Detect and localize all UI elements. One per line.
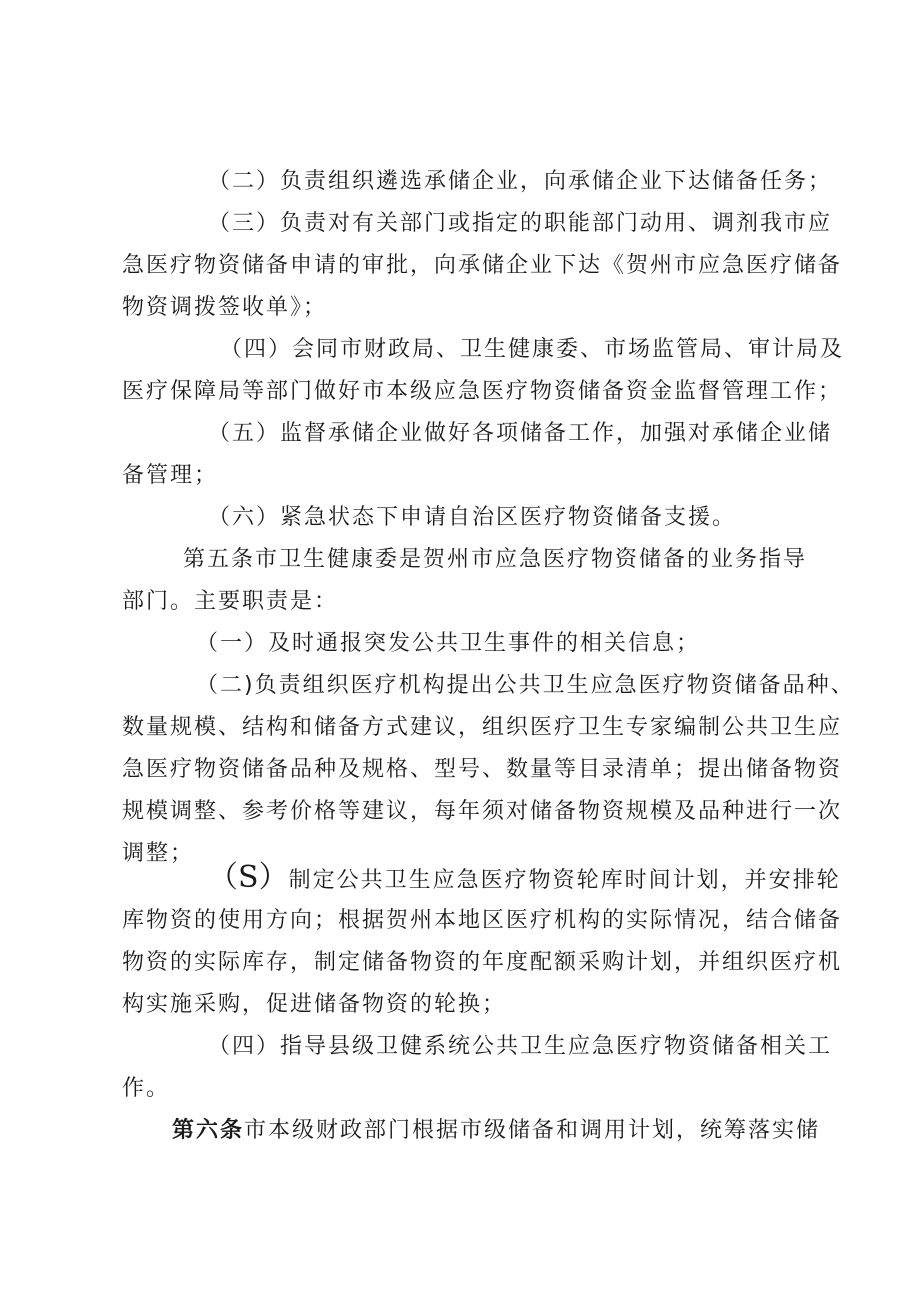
paragraph-line: （五）监督承储企业做好各项储备工作，加强对承储企业储 <box>208 421 833 446</box>
paragraph-line: 数量规模、结构和储备方式建议，组织医疗卫生专家编制公共卫生应 <box>122 715 843 740</box>
paragraph-line: 规模调整、参考价格等建议，每年须对储备物资规模及品种进行一次 <box>122 799 843 824</box>
paragraph-line: 医疗保障局等部门做好市本级应急医疗物资储备资金监督管理工作； <box>122 379 843 404</box>
paragraph-line: 调整； <box>122 841 195 866</box>
paragraph-line: 急医疗物资储备品种及规格、型号、数量等目录清单；提出储备物资 <box>122 757 843 782</box>
paragraph-line <box>0 860 920 896</box>
paragraph-line: 库物资的使用方向；根据贺州本地区医疗机构的实际情况，结合储备 <box>122 908 843 933</box>
paragraph-line: （二）负责组织遴选承储企业，向承储企业下达储备任务； <box>208 169 833 194</box>
paragraph-line: 物资的实际库存，制定储备物资的年度配额采购计划，并组织医疗机 <box>122 950 843 975</box>
paragraph-text: 制定公共卫生应急医疗物资轮库时间计划，并安排轮 <box>288 868 841 893</box>
paragraph-line: 部门。主要职责是： <box>122 589 339 614</box>
paragraph-line: 第五条市卫生健康委是贺州市应急医疗物资储备的业务指导 <box>183 547 808 572</box>
paragraph-text: 市本级财政部门根据市级储备和调用计划，统筹落实储 <box>244 1118 821 1143</box>
paragraph-line: （四）会同市财政局、卫生健康委、市场监管局、审计局及 <box>220 337 845 362</box>
paragraph-line: （二)负责组织医疗机构提出公共卫生应急医疗物资储备品种、 <box>196 673 855 698</box>
paragraph-line: 作。 <box>122 1076 171 1101</box>
paragraph-line: （三）负责对有关部门或指定的职能部门动用、调剂我市应 <box>208 211 833 236</box>
article-heading: 第六条 <box>172 1118 245 1143</box>
paragraph-line <box>0 1116 920 1146</box>
paragraph-line: 物资调拨签收单》； <box>122 295 328 320</box>
paragraph-line: （六）紧急状态下申请自治区医疗物资储备支援。 <box>208 505 737 530</box>
item-marker-s: （S） <box>208 860 289 895</box>
paragraph-line: 急医疗物资储备申请的审批，向承储企业下达《贺州市应急医疗储备 <box>122 253 843 278</box>
paragraph-line: （一）及时通报突发公共卫生事件的相关信息； <box>196 631 701 656</box>
paragraph-line: 构实施采购，促进储备物资的轮换； <box>122 992 507 1017</box>
paragraph-line: 备管理； <box>122 463 219 488</box>
paragraph-line: （四）指导县级卫健系统公共卫生应急医疗物资储备相关工 <box>208 1034 833 1059</box>
